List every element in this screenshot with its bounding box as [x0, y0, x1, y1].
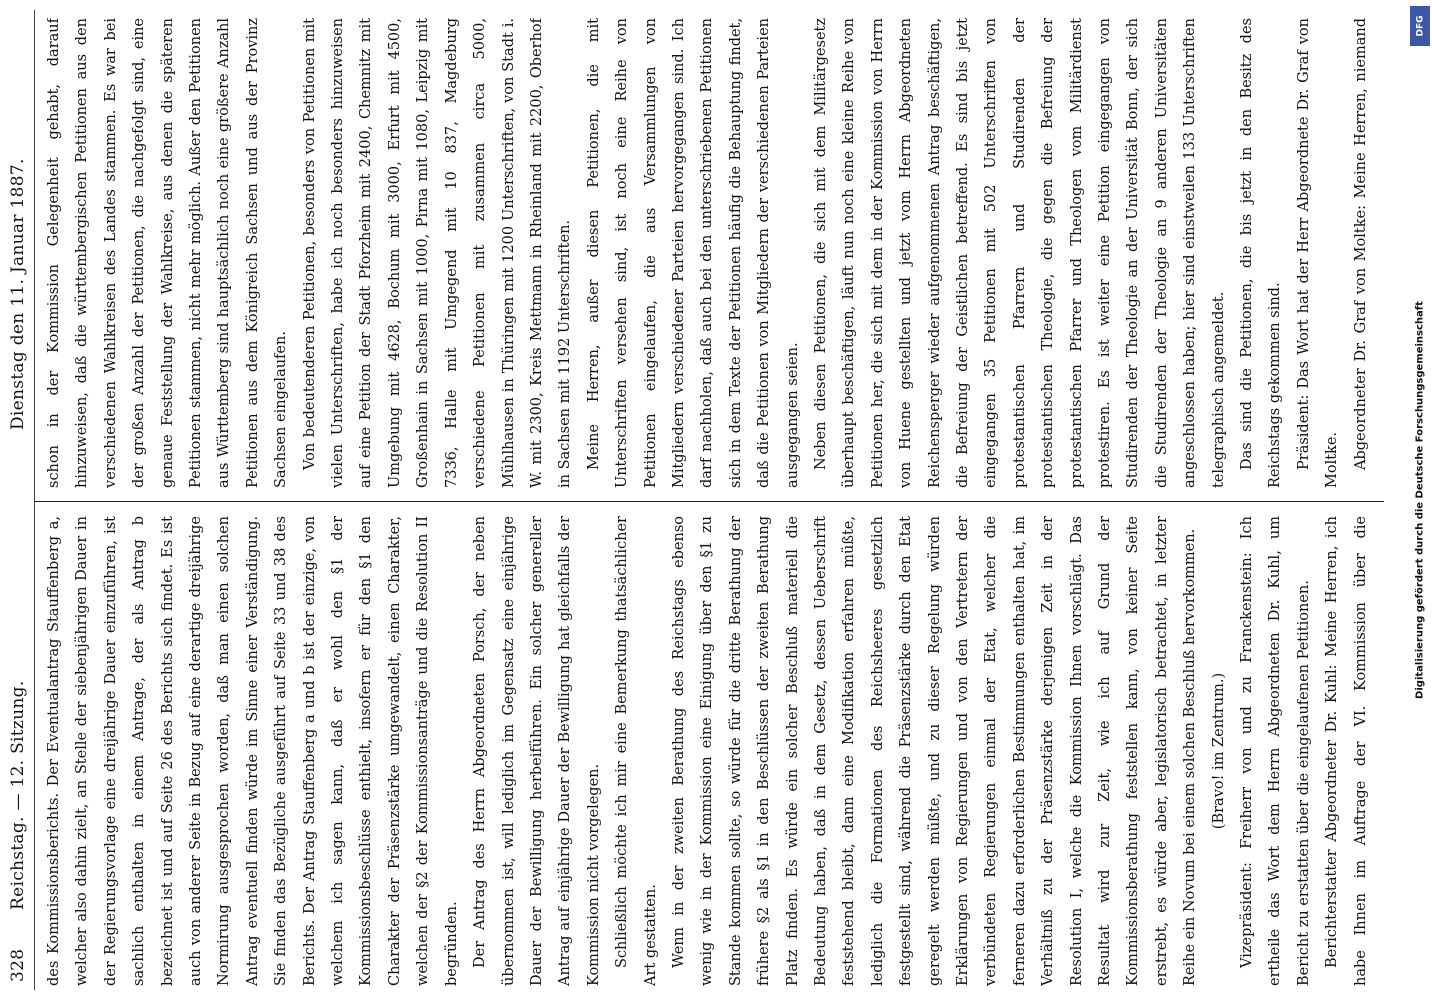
paragraph: Neben diesen Petitionen, die sich mit dem Militärgesetz überhaupt beschäftigen, läuft nun noch eine kleine Reihe von Petitionen her, die sich mit dem in der Kommission von Herrn von Huene gestellten und jetzt vom Herrn Abgeordneten Reichensperger wieder aufgenommenen Antrag beschäftigen, die Befreiung der Geistlichen betreffend. Es sind bis jetzt eingegangen 35 Petitionen mit 502 Unterschriften von protestantischen Pfarrern und Studirenden der protestantischen Theologie, die gegen die Befreiung der protestantischen Pfarrer und Theologen vom Militärdienst protestiren. Es ist weiter eine Petition eingegangen von Studirenden der Theologie an der Universität Bonn, der sich die Studirenden der Theologie an 9 anderen Universitäten angeschlossen haben; hier sind einstweilen 133 Unterschriften telegraphisch angemeldet.	[812, 18, 1227, 488]
dfg-logo-text: DFG	[1415, 15, 1426, 37]
text-column-right	[40, 18, 1380, 488]
applause-note: (Bravo! im Zentrum.)	[1210, 672, 1227, 830]
paragraph: Der Antrag des Herrn Abgeordneten Porsch, der neben übernommen ist, will lediglich im Gegensatz eine einjährige Dauer der Bewilligung herbeiführen. Ein solcher genereller Antrag auf einjährige Dauer der Bewilligung hat gleichfalls der Kommission nicht vorgelegen.	[472, 516, 602, 986]
digitization-credit-strip	[1408, 0, 1432, 1000]
paragraph: Abgeordneter Dr. Graf von Moltke: Meine Herren, niemand	[1352, 18, 1369, 470]
dfg-logo	[1410, 6, 1430, 46]
page-number: 328	[8, 948, 28, 982]
paragraph: Berichterstatter Abgeordneter Dr. Kuhl: Meine Herren, ich habe Ihnen im Auftrage der VI. Kommission über die	[1324, 516, 1369, 986]
text-column-left	[40, 516, 1380, 986]
page-header	[4, 10, 34, 990]
paragraph: des Kommissionsberichts. Der Eventualantrag Stauffenberg a, welcher also dahin zielt, an Stelle der siebenjährigen Dauer in der Regierungsvorlage eine dreijährige Dauer einzuführen, ist sachlich enthalten in einem Antrage, der als Antrag b bezeichnet ist und auf Seite 26 des Berichts sich findet. Es ist auch von anderer Seite in Bezug auf eine derartige dreijährige Normirung ausgesprochen worden, daß man einen solchen Antrag eventuell finden würde im Sinne einer Verständigung. Sie finden das Bezügliche ausgeführt auf Seite 33 und 38 des Berichts. Der Antrag Stauffenberg a und b ist der einzige, von welchem ich sagen kann, daß er wohl den §1 der Kommissionsbeschlüsse enthielt, insofern er für den §1 den Charakter der Präsenzstärke umgewandelt, einen Charakter, welchen der §2 der Kommissionsanträge und die Resolution II begründen.	[46, 516, 460, 986]
header-rule	[34, 10, 35, 990]
header-right-title: Dienstag den 11. Januar 1887.	[8, 158, 28, 430]
paragraph: Vizepräsident: Freiherr von und zu Franckenstein: Ich ertheile das Wort dem Herrn Abgeordneten Dr. Kuhl, um Bericht zu erstatten über die eingelaufenen Petitionen.	[1239, 516, 1312, 986]
paragraph: Schließlich möchte ich mir eine Bemerkung thatsächlicher Art gestatten.	[614, 516, 659, 986]
digitization-credit-text: Digitalisierung gefördert durch die Deutsche Forschungsgemeinschaft	[1414, 301, 1426, 699]
paragraph: Präsident: Das Wort hat der Herr Abgeordnete Dr. Graf von Moltke.	[1295, 18, 1341, 488]
paragraph: schon in der Kommission Gelegenheit gehabt, darauf hinzuweisen, daß die württembergischen Petitionen aus den verschiedenen Wahlkreisen des Landes stammen. Es war bei der großen Anzahl der Petitionen, die nachgefolgt sind, eine genaue Feststellung der Wahlkreise, aus denen die späteren Petitionen stammen, nicht mehr möglich. Außer den Petitionen aus Württemberg sind hauptsächlich noch eine größere Anzahl Petitionen aus dem Königreich Sachsen und aus der Provinz Sachsen eingelaufen.	[46, 18, 290, 488]
paragraph: Meine Herren, außer diesen Petitionen, die mit Unterschriften versehen sind, ist noch eine Reihe von Petitionen eingelaufen, die aus Versammlungen von Mitgliedern verschiedener Parteien hervorgegangen sind. Ich darf nachholen, daß auch bei den unterschriebenen Petitionen sich in dem Texte der Petitionen häufig die Behauptung findet, daß die Petitionen von Mitgliedern der verschiedenen Parteien ausgegangen seien.	[585, 18, 801, 488]
paragraph: Das sind die Petitionen, die bis jetzt in den Besitz des Reichstags gekommen sind.	[1239, 18, 1284, 488]
paragraph: Wenn in der zweiten Berathung des Reichstags ebenso wenig wie in der Kommission eine Einigung über den §1 zu Stande kommen sollte, so würde für die dritte Berathung der frühere §2 als §1 in den Beschlüssen der zweiten Berathung Platz finden. Es würde ein solcher Beschluß materiell die Bedeutung haben, daß in dem Gesetz, dessen Ueberschrift feststehend bleibt, dann eine Modifikation erfahren müßte, lediglich die Formationen des Reichsheeres gesetzlich festgestellt sind, während die Präsenzstärke durch den Etat geregelt werden müßte, und zu dieser Regelung würden Erklärungen von Regierungen und von den Vertretern der verbündeten Regierungen einmal der Etat, welcher die ferneren dazu erforderlichen Bestimmungen enthalten hat, im Verhältniß zu der Präsenzstärke derjenigen Zeit in der Resolution I, welche die Kommission Ihnen vorschlägt. Das Resultat wird zur Zeit, wie ich auf Grund der Kommissionsberathung feststellen kann, von keiner Seite erstrebt, es würde aber, legislatorisch betrachtet, in letzter Reihe ein Novum bei einem solchen Beschluß hervorkommen.	[670, 516, 1199, 986]
paragraph: Von bedeutenderen Petitionen, besonders von Petitionen mit vielen Unterschriften, habe ich noch besonders hinzuweisen auf eine Petition der Stadt Pforzheim mit 2400, Chemnitz mit Umgebung mit 4628, Bochum mit 3000, Erfurt mit 4500, Großenhain in Sachsen mit 1000, Pirna mit 1080, Leipzig mit 7336, Halle mit Umgegend mit 10 837, Magdeburg verschiedene Petitionen mit zusammen circa 5000, Mühlhausen in Thüringen mit 1200 Unterschriften, von Stadt i. W. mit 2300, Kreis Mettmann in Rheinland mit 2200, Oberhof in Sachsen mit 1192 Unterschriften.	[301, 18, 574, 488]
header-left-title: Reichstag. — 12. Sitzung.	[8, 680, 28, 910]
column-divider	[34, 501, 1384, 502]
